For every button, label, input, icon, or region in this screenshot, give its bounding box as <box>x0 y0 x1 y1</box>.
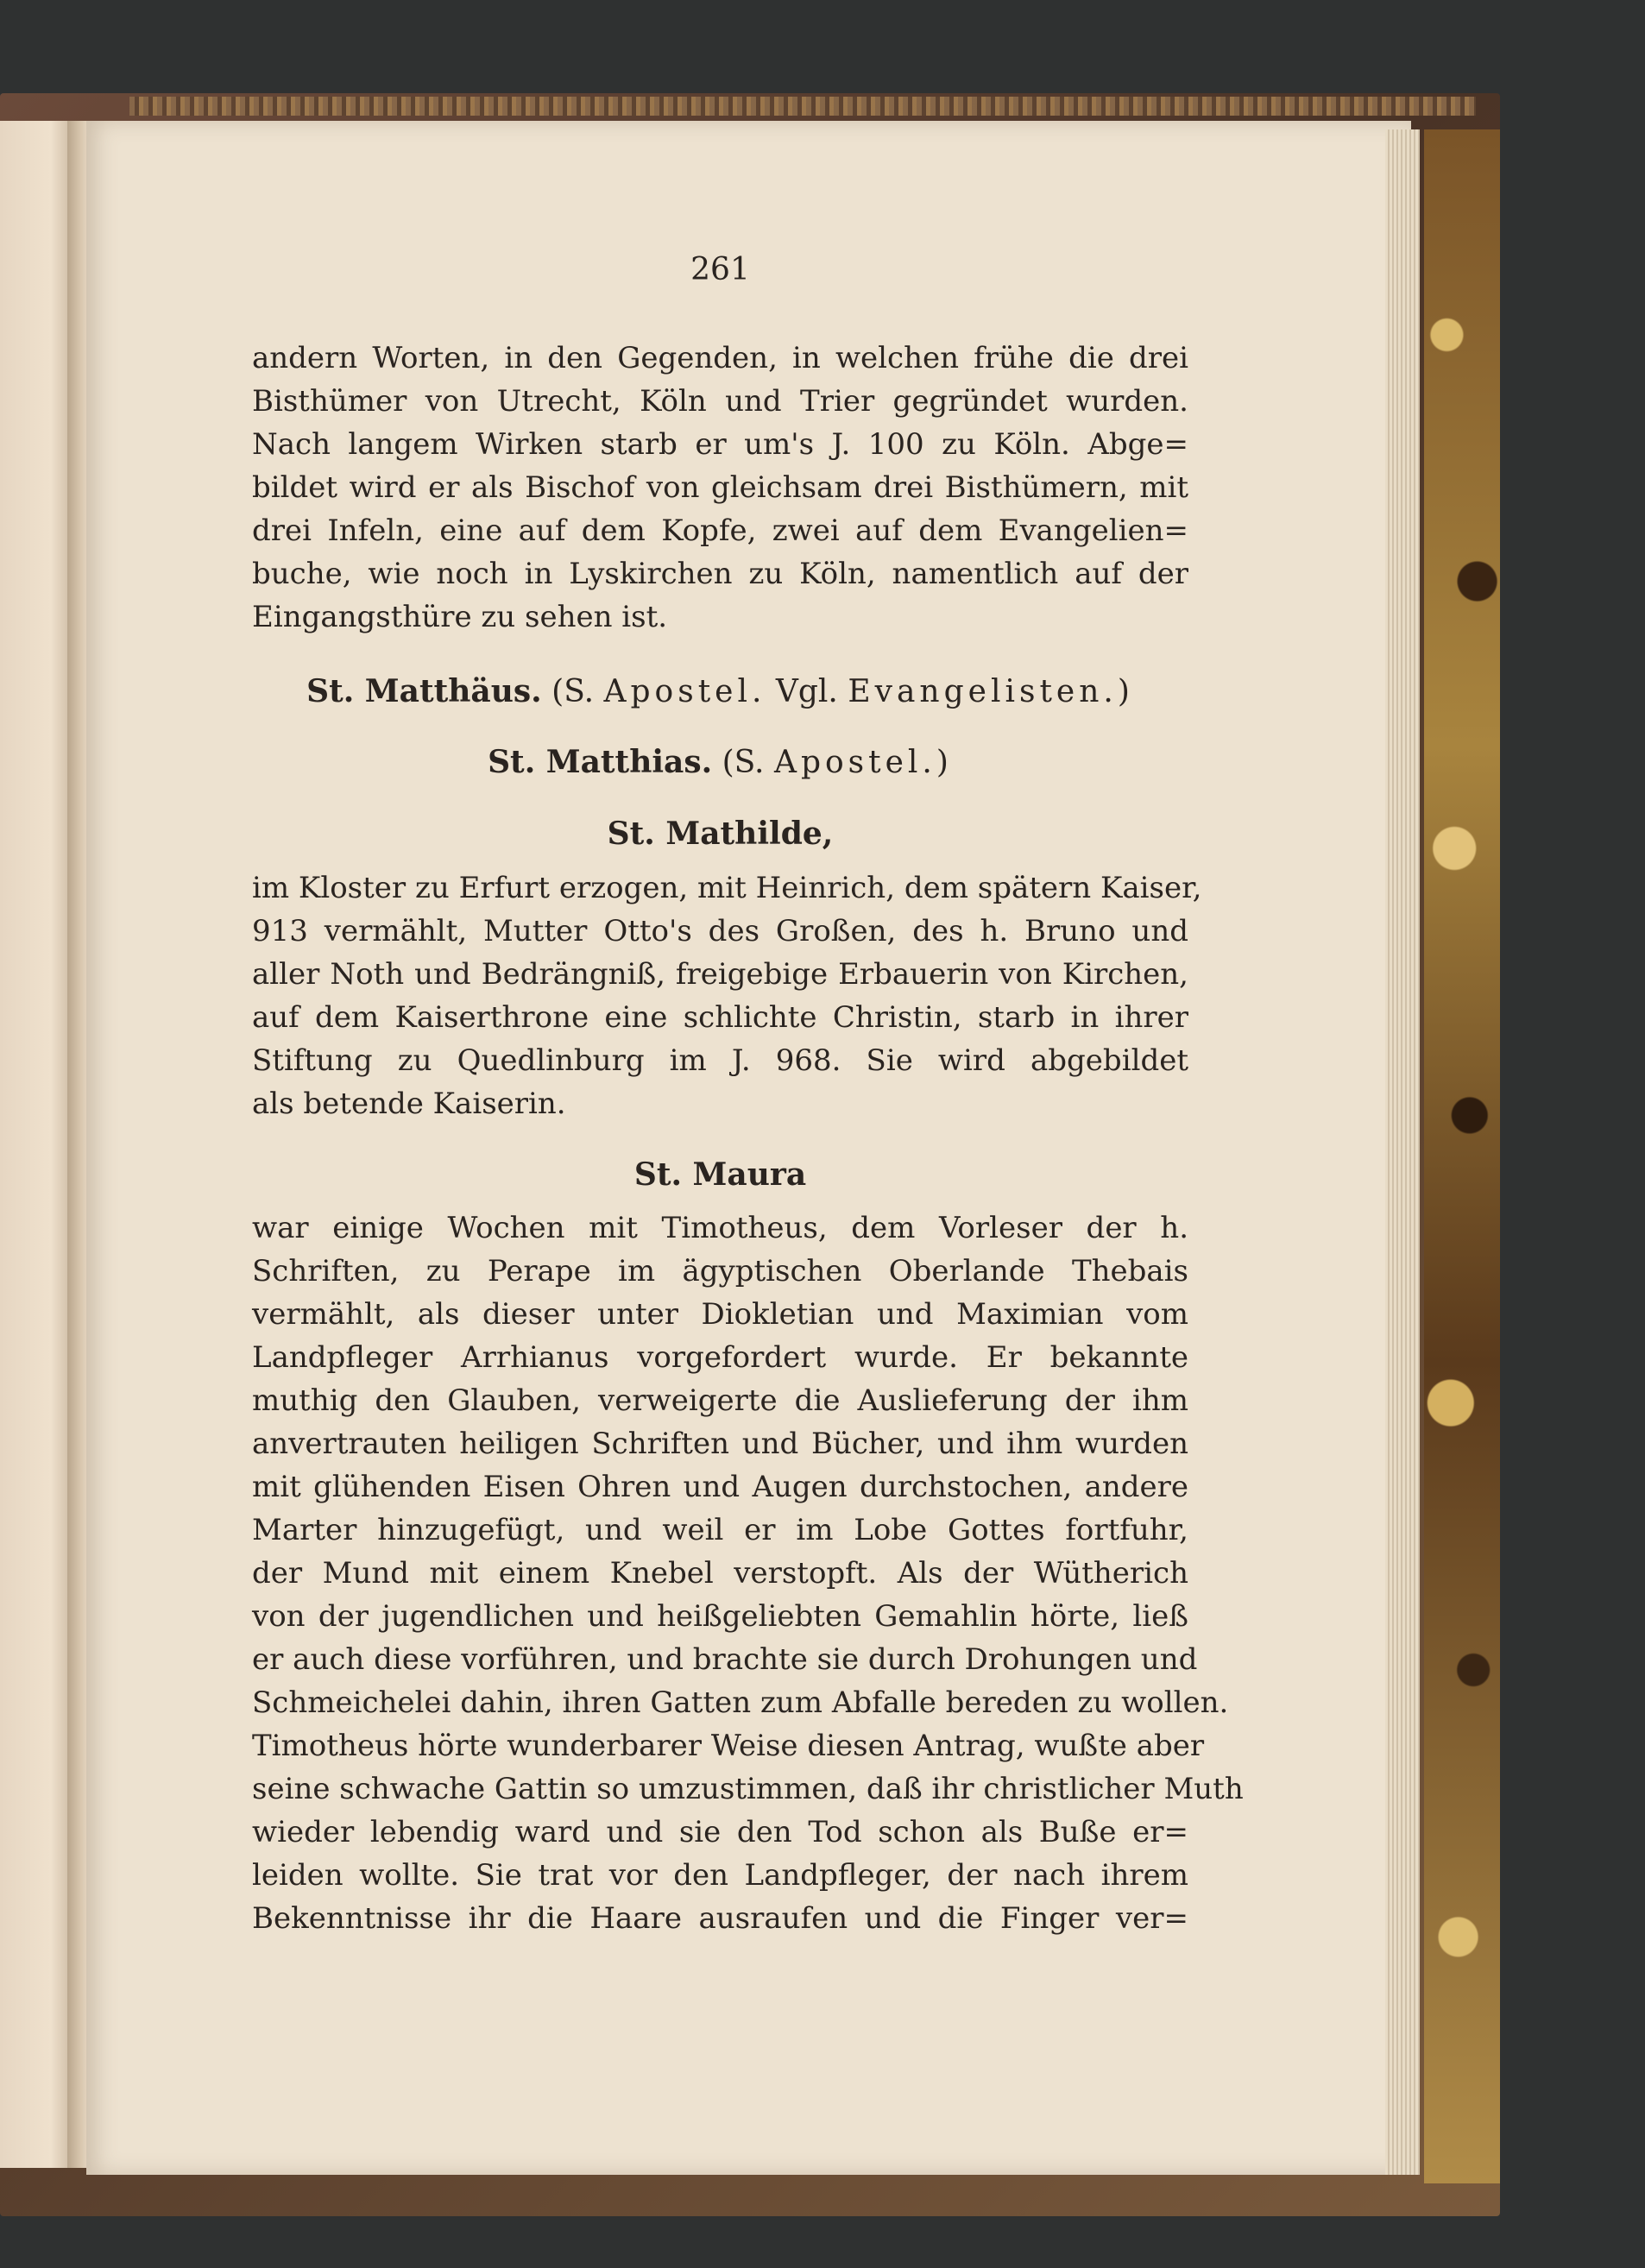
text-line: Stiftung zu Quedlinburg im J. 968. Sie wird abgebildet <box>252 1043 1188 1078</box>
text-line: buche, wie noch in Lyskirchen zu Köln, namentlich auf der <box>252 557 1188 591</box>
entry-heading-matthaeus <box>252 670 1188 714</box>
text-line: war einige Wochen mit Timotheus, dem Vorleser der h. <box>252 1211 1188 1245</box>
entry-note: (S. <box>722 745 765 780</box>
entry-name: St. Matthäus. <box>306 673 542 709</box>
text-line: Landpfleger Arrhianus vorgefordert wurde. Er bekannte <box>252 1340 1188 1375</box>
text-line: Bekenntnisse ihr die Haare ausraufen und die Finger ver= <box>252 1901 1188 1936</box>
text-line: Schmeichelei dahin, ihren Gatten zum Abfalle bereden zu wollen. <box>252 1685 1229 1720</box>
text-line: vermählt, als dieser unter Diokletian und Maximian vom <box>252 1297 1188 1332</box>
text-line: andern Worten, in den Gegenden, in welchen frühe die drei <box>252 341 1188 375</box>
text-line: auf dem Kaiserthrone eine schlichte Christin, starb in ihrer <box>252 1000 1188 1035</box>
page-stack-edge <box>1385 129 1420 2175</box>
entry-note: Vgl. <box>775 674 838 709</box>
text-line: drei Infeln, eine auf dem Kopfe, zwei auf dem Evangelien= <box>252 513 1188 548</box>
text-line: Timotheus hörte wunderbarer Weise diesen Antrag, wußte aber <box>252 1729 1205 1763</box>
text-line: er auch diese vorführen, und brachte sie durch Drohungen und <box>252 1642 1198 1677</box>
text-line: im Kloster zu Erfurt erzogen, mit Heinrich, dem spätern Kaiser, <box>252 871 1202 905</box>
marbled-page-edge <box>1424 129 1500 2183</box>
text-line: bildet wird er als Bischof von gleichsam drei Bisthümern, mit <box>252 470 1188 505</box>
text-line: Schriften, zu Perape im ägyptischen Oberlande Thebais <box>252 1254 1188 1288</box>
entry-note: Apostel.) <box>773 745 953 780</box>
text-line: Marter hinzugefügt, und weil er im Lobe Gottes fortfuhr, <box>252 1513 1188 1547</box>
text-line: aller Noth und Bedrängniß, freigebige Erbauerin von Kirchen, <box>252 957 1188 992</box>
left-page <box>0 121 72 2168</box>
text-line: wieder lebendig ward und sie den Tod schon als Buße er= <box>252 1815 1188 1849</box>
text-line: Nach langem Wirken starb er um's J. 100 zu Köln. Abge= <box>252 427 1188 462</box>
entry-note: (S. <box>551 674 595 709</box>
entry-name: St. Matthias. <box>488 744 713 780</box>
entry-name: St. Mathilde, <box>607 816 834 852</box>
text-line: anvertrauten heiligen Schriften und Bücher, und ihm wurden <box>252 1427 1188 1461</box>
text-line: der Mund mit einem Knebel verstopft. Als der Wütherich <box>252 1556 1188 1591</box>
text-line: muthig den Glauben, verweigerte die Auslieferung der ihm <box>252 1383 1188 1418</box>
headband <box>129 97 1476 116</box>
entry-heading-matthias <box>252 740 1188 784</box>
intro-paragraph <box>252 337 1188 639</box>
text-line: mit glühenden Eisen Ohren und Augen durchstochen, andere <box>252 1470 1188 1504</box>
page-number: 261 <box>690 252 750 287</box>
entry-note: Apostel. <box>603 674 766 709</box>
text-line: als betende Kaiserin. <box>252 1087 566 1121</box>
text-line: leiden wollte. Sie trat vor den Landpfleger, der nach ihrem <box>252 1858 1188 1893</box>
text-line: Eingangsthüre zu sehen ist. <box>252 600 668 634</box>
entry-heading-mathilde <box>252 812 1188 856</box>
maura-paragraph <box>252 1206 1244 1940</box>
entry-name: St. Maura <box>633 1156 807 1193</box>
text-line: seine schwache Gattin so umzustimmen, daß ihr christlicher Muth <box>252 1772 1244 1806</box>
mathilde-paragraph <box>252 866 1202 1125</box>
text-line: 913 vermählt, Mutter Otto's des Großen, des h. Bruno und <box>252 914 1188 948</box>
entry-heading-maura <box>252 1153 1188 1197</box>
text-line: Bisthümer von Utrecht, Köln und Trier gegründet wurden. <box>252 384 1188 419</box>
entry-note: Evangelisten.) <box>848 674 1134 709</box>
text-line: von der jugendlichen und heißgeliebten Gemahlin hörte, ließ <box>252 1599 1188 1634</box>
